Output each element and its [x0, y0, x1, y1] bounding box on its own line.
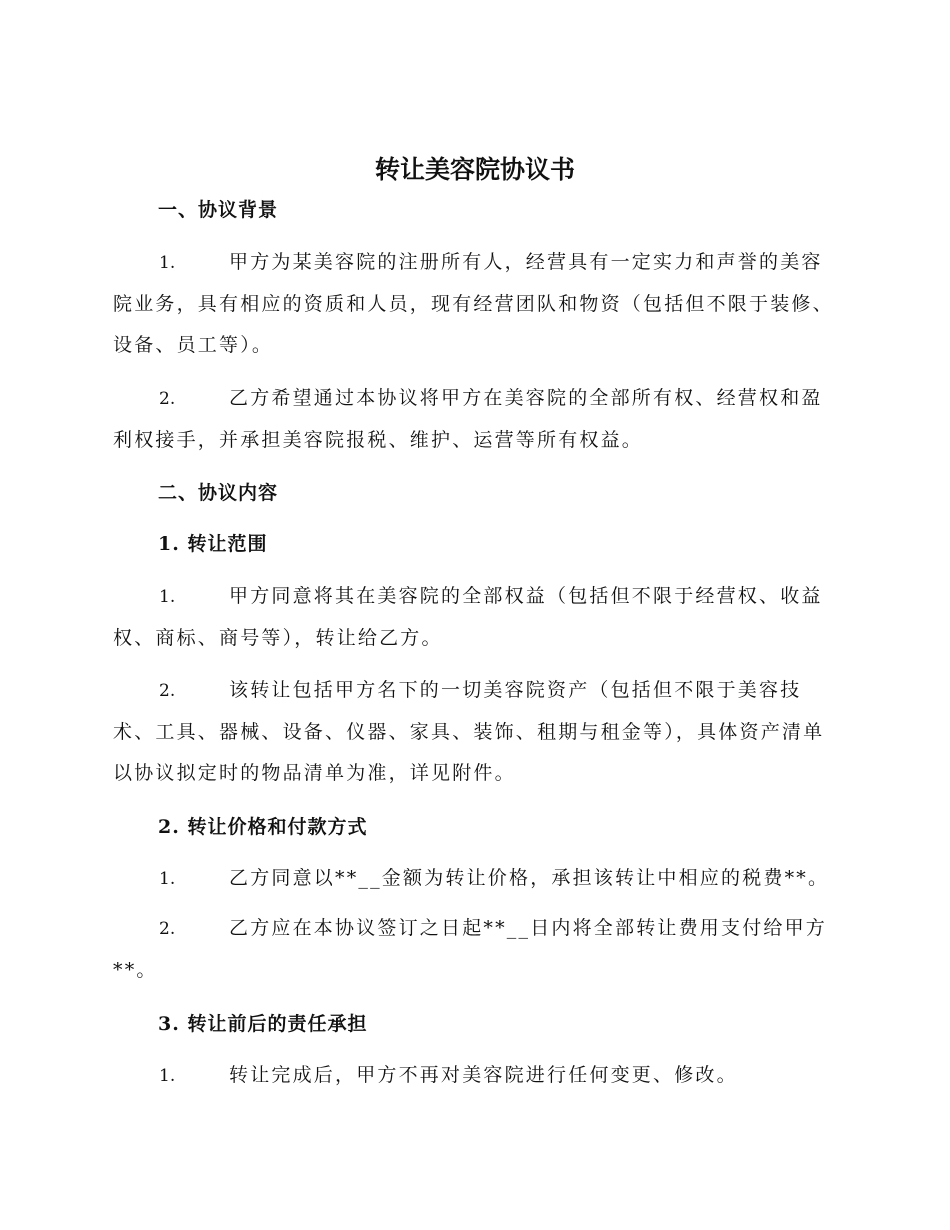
subsection-heading-scope: 1. 转让范围: [158, 533, 268, 555]
subsection-heading-price: 2. 转让价格和付款方式: [158, 816, 368, 838]
item-text: 乙方希望通过本协议将甲方在美容院的全部所有权、经营权和盈利权接手，并承担美容院报税、维护、运营等所有权益。: [113, 387, 823, 451]
document-title: 转让美容院协议书: [374, 155, 575, 184]
item-number: 1.: [159, 253, 176, 273]
item-number: 2.: [159, 681, 176, 701]
price-item-1: [113, 858, 839, 900]
background-item-2: [113, 378, 839, 461]
subsection-heading-liability: 3. 转让前后的责任承担: [158, 1013, 368, 1035]
scope-item-1: [113, 576, 839, 659]
scope-item-2: [113, 670, 839, 794]
liability-item-1: [113, 1055, 839, 1097]
item-text: 乙方应在本协议签订之日起**__日内将全部转让费用支付给甲方**。: [113, 917, 828, 981]
item-text: 该转让包括甲方名下的一切美容院资产（包括但不限于美容技术、工具、器械、设备、仪器、家具、装饰、租期与租金等），具体资产清单以协议拟定时的物品清单为准，详见附件。: [113, 679, 825, 784]
item-number: 2.: [159, 389, 176, 409]
section-heading-content: 二、协议内容: [158, 482, 279, 504]
item-text: 乙方同意以**__金额为转让价格，承担该转让中相应的税费**。: [229, 867, 830, 889]
item-text: 转让完成后，甲方不再对美容院进行任何变更、修改。: [229, 1064, 738, 1086]
section-heading-background: 一、协议背景: [158, 199, 279, 221]
item-number: 1.: [159, 587, 176, 607]
item-text: 甲方为某美容院的注册所有人，经营具有一定实力和声誉的美容院业务，具有相应的资质和人员，现有经营团队和物资（包括但不限于装修、设备、员工等）。: [113, 251, 834, 356]
item-number: 1.: [159, 1066, 176, 1086]
item-text: 甲方同意将其在美容院的全部权益（包括但不限于经营权、收益权、商标、商号等），转让给乙方。: [113, 585, 823, 649]
item-number: 1.: [159, 869, 176, 889]
item-number: 2.: [159, 919, 176, 939]
background-item-1: [113, 242, 839, 366]
price-item-2: [113, 908, 839, 991]
